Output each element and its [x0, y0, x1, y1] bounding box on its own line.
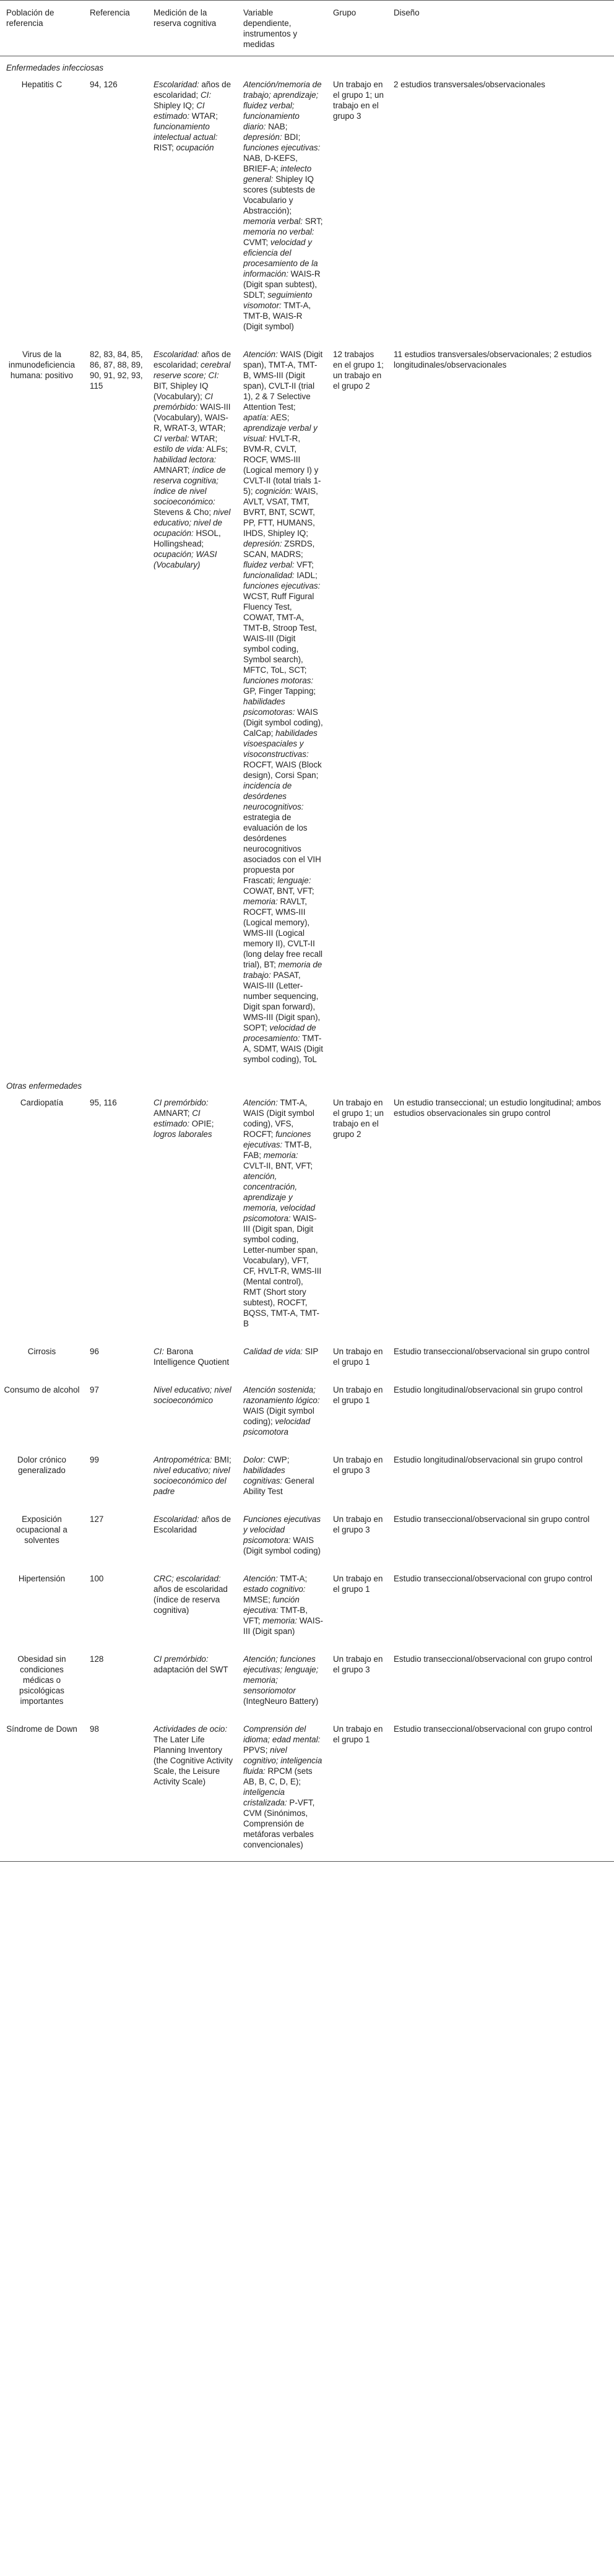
cell-medicion — [147, 73, 237, 343]
variable-segment: inteligencia cristalizada: — [243, 1787, 287, 1807]
variable-segment: GP, Finger Tapping; — [243, 686, 316, 696]
medicion-segment: cerebral reserve score; CI: — [154, 360, 231, 380]
cell-poblacion: Consumo de alcohol — [4, 1385, 80, 1394]
variable-segment: memoria no verbal: — [243, 227, 314, 236]
cell-grupo: Un trabajo en el grupo 1 — [327, 1718, 387, 1862]
cell-variable — [237, 343, 327, 1076]
variable-segment: WAIS, AVLT, VSAT, TMT, BVRT, BNT, SCWT, PP, FTT, HUMANS, IHDS, Shipley IQ; — [243, 486, 318, 538]
cell-poblacion: Síndrome de Down — [0, 1718, 84, 1862]
variable-segment: habilidades psicomotoras: — [243, 697, 295, 717]
cell-medicion — [147, 1448, 237, 1508]
variable-segment: funciones ejecutivas: — [243, 1130, 311, 1149]
variable-segment: WAIS-R (Digit span subtest), SDLT; — [243, 269, 321, 300]
variable-segment: funcionalidad: — [243, 571, 295, 580]
variable-segment: CVMT; — [243, 238, 270, 247]
cell-variable — [237, 1508, 327, 1567]
header-row — [0, 1, 614, 56]
cell-grupo: Un trabajo en el grupo 1 — [333, 1347, 383, 1367]
cell-medicion — [147, 1378, 237, 1448]
cell-referencia: 95, 116 — [90, 1098, 117, 1107]
cell-diseno: Estudio transeccional/observacional con grupo control — [394, 1574, 592, 1583]
variable-segment: funciones motoras: — [243, 676, 314, 685]
variable-segment: CVLT-II, BNT, VFT; — [243, 1161, 313, 1170]
variable-segment: Comprensión del idioma; edad mental: — [243, 1724, 321, 1744]
cell-diseno: Estudio longitudinal/observacional sin grupo control — [394, 1385, 583, 1394]
cell-medicion — [147, 1718, 237, 1862]
cell-variable — [237, 1648, 327, 1718]
table-row — [0, 1567, 614, 1648]
variable-segment: WAIS-III (Digit span) — [243, 1616, 323, 1636]
variable-segment: funciones ejecutivas: — [243, 581, 321, 590]
cell-referencia: 99 — [90, 1455, 99, 1464]
variable-segment: IADL; — [294, 571, 318, 580]
medicion-segment: RIST; — [154, 143, 176, 152]
variable-segment: estrategia de evaluación de los desórdenes neurocognitivos asociados con el VIH propuesta por Frascati; — [243, 813, 321, 885]
variable-segment: memoria: — [262, 1616, 298, 1625]
variable-segment: TMT-A, SDMT, WAIS (Digit symbol coding), ToL — [243, 1034, 323, 1064]
variable-segment: CWP; — [265, 1455, 290, 1464]
variable-segment: TMT-B, FAB; — [243, 1140, 312, 1160]
variable-segment: WAIS-III (Digit span, Digit symbol coding, Letter-number span, Vocabulary), VFT, CF, HVLT-R, WMS-III (Mental control), RMT (Short story subtest), ROCFT, BQSS, TMT-A, TMT-B — [243, 1214, 322, 1328]
cell-poblacion: Cirrosis — [27, 1347, 56, 1356]
variable-segment: PPVS; — [243, 1745, 270, 1755]
variable-segment: Atención sostenida; razonamiento lógico: — [243, 1385, 320, 1405]
variable-segment: incidencia de desórdenes neurocognitivos: — [243, 781, 304, 811]
table-row — [0, 343, 614, 1076]
cell-medicion — [147, 1340, 237, 1378]
cell-medicion — [147, 1091, 237, 1340]
cell-variable — [237, 1091, 327, 1340]
variable-segment: General Ability Test — [243, 1476, 314, 1496]
medicion-segment: WTAR; — [189, 434, 218, 443]
medicion-segment: nivel educativo; nivel de ocupación: — [154, 508, 231, 538]
variable-segment: intelecto general: — [243, 164, 312, 184]
cell-medicion — [147, 1508, 237, 1567]
header-referencia: Referencia — [84, 1, 147, 56]
medicion-segment: adaptación del SWT — [154, 1665, 228, 1674]
variable-segment: memoria: — [243, 897, 278, 906]
variable-segment: SIP — [303, 1347, 319, 1356]
cell-variable — [237, 1340, 327, 1378]
cell-diseno: 2 estudios transversales/observacionales — [394, 80, 545, 89]
medicion-segment: funcionamiento intelectual actual: — [154, 122, 218, 142]
variable-segment: ROCFT, WAIS (Block design), Corsi Span; — [243, 760, 322, 780]
header-diseno: Diseño — [387, 1, 614, 56]
variable-segment: P-VFT, CVM (Sinónimos, Comprensión de metáforas verbales convencionales) — [243, 1798, 315, 1849]
medicion-segment: CI premórbido: — [154, 1654, 209, 1664]
variable-segment: WAIS (Digit span), TMT-A, TMT-B, WMS-III (Digit span), CVLT-II (trial 1), 2 & 7 Selective Attention Test; — [243, 350, 323, 412]
cell-diseno: Estudio transeccional/observacional sin grupo control — [394, 1515, 590, 1524]
group-row — [0, 56, 614, 74]
variable-segment: depresión: — [243, 539, 282, 548]
medicion-segment: WAIS-III (Vocabulary), WAIS-R, WRAT-3, WTAR; — [154, 402, 231, 433]
variable-segment: funciones ejecutivas: — [243, 143, 321, 152]
medicion-segment: HSOL, Hollingshead; — [154, 529, 221, 548]
variable-segment: Atención: — [243, 1574, 278, 1583]
medicion-segment: CI premórbido: — [154, 1098, 209, 1107]
cell-medicion — [147, 1567, 237, 1648]
medicion-segment: estilo de vida: — [154, 444, 204, 454]
variable-segment: RPCM (sets AB, B, C, D, E); — [243, 1766, 313, 1786]
table-row — [0, 1378, 614, 1448]
cell-poblacion: Hepatitis C — [21, 80, 63, 89]
variable-segment: seguimiento visomotor: — [243, 290, 313, 310]
variable-segment: SRT; — [303, 217, 323, 226]
cell-grupo: Un trabajo en el grupo 1 — [333, 1385, 383, 1405]
medicion-segment: Shipley IQ; — [154, 101, 197, 110]
variable-segment: memoria de trabajo: — [243, 960, 322, 980]
medicion-segment: CI: — [200, 90, 212, 100]
cell-diseno: Estudio transeccional/observacional con grupo control — [387, 1718, 614, 1862]
medicion-segment: años de escolaridad; — [154, 350, 231, 370]
variable-segment: WAIS (Digit symbol coding), CalCap; — [243, 707, 323, 738]
medicion-segment: Nivel educativo; nivel socioeconómico — [154, 1385, 231, 1405]
medicion-segment: índice de reserva cognitiva; índice de nivel socioeconómico: — [154, 465, 226, 506]
cell-grupo: Un trabajo en el grupo 3 — [333, 1515, 383, 1534]
header-medicion: Medición de la reserva cognitiva — [147, 1, 237, 56]
cell-grupo: 12 trabajos en el grupo 1; un trabajo en el grupo 2 — [333, 350, 384, 391]
variable-segment: Atención/memoria de trabajo; aprendizaje; fluidez verbal; funcionamiento diario: — [243, 80, 322, 131]
cell-grupo: Un trabajo en el grupo 3 — [333, 1654, 383, 1674]
variable-segment: Atención; funciones ejecutivas; lenguaje; memoria; sensoriomotor — [243, 1654, 319, 1695]
medicion-segment: CI estimado: — [154, 1109, 201, 1128]
table-row — [0, 1718, 614, 1862]
table-row — [0, 73, 614, 343]
variable-segment: Atención: — [243, 1098, 278, 1107]
medicion-segment: nivel educativo; nivel socioeconómico del padre — [154, 1466, 230, 1496]
variable-segment: cognición: — [255, 486, 293, 496]
variable-segment: Shipley IQ scores (subtests de Vocabulario y Abstracción); — [243, 175, 316, 215]
medicion-segment: Escolaridad: — [154, 1515, 199, 1524]
medicion-segment: logros laborales — [154, 1130, 212, 1139]
cell-poblacion: Virus de la inmunodeficiencia humana: positivo — [8, 350, 76, 380]
table-row — [0, 1448, 614, 1508]
cell-poblacion: Exposición ocupacional a solventes — [16, 1515, 67, 1545]
medicion-segment: Actividades de ocio: — [154, 1724, 228, 1734]
variable-segment: TMT-A, TMT-B, WAIS-R (Digit symbol) — [243, 301, 311, 331]
variable-segment: velocidad y eficiencia del procesamiento de la información: — [243, 238, 318, 279]
cell-referencia: 94, 126 — [90, 80, 118, 89]
variable-segment: función ejecutiva: — [243, 1595, 300, 1615]
cell-diseno: 11 estudios transversales/observacionales; 2 estudios longitudinales/observacionales — [394, 350, 592, 370]
variable-segment: nivel cognitivo; inteligencia fluida: — [243, 1745, 322, 1776]
variable-segment: RAVLT, ROCFT, WMS-III (Logical memory), WMS-III (Logical memory II), CVLT-II (long delay free recall trial), BT; — [243, 897, 323, 969]
cell-poblacion: Cardiopatía — [20, 1098, 64, 1107]
medicion-segment: The Later Life Planning Inventory (the Cognitive Activity Scale, the Leisure Activity Scale) — [154, 1735, 233, 1786]
medicion-segment: CI estimado: — [154, 101, 205, 121]
medicion-segment: ocupación — [176, 143, 214, 152]
variable-segment: memoria: — [263, 1151, 298, 1160]
medicion-segment: años de escolaridad (índice de reserva cognitiva) — [154, 1584, 228, 1615]
header-poblacion: Población de referencia — [0, 1, 84, 56]
medicion-segment: años de Escolaridad — [154, 1515, 231, 1534]
group-label: Enfermedades infecciosas — [6, 63, 104, 72]
variable-segment: aprendizaje verbal y visual: — [243, 423, 318, 443]
variable-segment: memoria verbal: — [243, 217, 303, 226]
variable-segment: COWAT, BNT, VFT; — [243, 886, 314, 896]
medicion-segment: AMNART; — [154, 465, 192, 475]
medicion-segment: Stevens & Cho; — [154, 508, 214, 517]
variable-segment: Calidad de vida: — [243, 1347, 303, 1356]
variable-segment: PASAT, WAIS-III (Letter-number sequencing, Digit span forward), WMS-III (Digit span), SOPT; — [243, 970, 321, 1032]
cell-variable — [237, 1567, 327, 1648]
variable-segment: apatía: — [243, 413, 269, 422]
medicion-segment: años de escolaridad; — [154, 80, 231, 100]
medicion-segment: Escolaridad: — [154, 80, 199, 89]
cell-poblacion: Obesidad sin condiciones médicas o psicológicas importantes — [17, 1654, 66, 1706]
cell-variable — [237, 1718, 327, 1862]
variable-segment: lenguaje: — [277, 876, 311, 885]
table-body — [0, 56, 614, 1862]
cell-diseno: Un estudio transeccional; un estudio longitudinal; ambos estudios observacionales sin grupo control — [394, 1098, 601, 1118]
cell-medicion — [147, 343, 237, 1076]
cell-grupo: Un trabajo en el grupo 3 — [333, 1455, 383, 1475]
cell-grupo: Un trabajo en el grupo 1 — [333, 1574, 383, 1594]
variable-segment: VFT; — [294, 560, 314, 569]
cell-diseno: Estudio longitudinal/observacional sin grupo control — [394, 1455, 583, 1464]
variable-segment: depresión: — [243, 132, 282, 142]
table-header — [0, 1, 614, 56]
medicion-segment: BIT, Shipley IQ (Vocabulary); — [154, 381, 209, 401]
variable-segment: habilidades cognitivas: — [243, 1466, 285, 1485]
variable-segment: WCST, Ruff Figural Fluency Test, COWAT, TMT-A, TMT-B, Stroop Test, WAIS-III (Digit symbol coding, Symbol search), MFTC, ToL, SCT; — [243, 592, 317, 675]
variable-segment: AES; — [268, 413, 290, 422]
variable-segment: HVLT-R, BVM-R, CVLT, ROCF, WMS-III (Logical memory I) y CVLT-II (total trials 1-5); — [243, 434, 321, 496]
cell-variable — [237, 73, 327, 343]
table-row — [0, 1508, 614, 1567]
cell-referencia: 128 — [90, 1654, 104, 1664]
medicion-segment: CI verbal: — [154, 434, 189, 443]
variable-segment: atención, concentración, aprendizaje y memoria, velocidad psicomotora: — [243, 1172, 316, 1223]
variable-segment: habilidades visoespaciales y visoconstructivas: — [243, 728, 318, 759]
variable-segment: Atención: — [243, 350, 278, 359]
medicion-segment: OPIE; — [189, 1119, 214, 1128]
variable-segment: TMT-A; — [277, 1574, 308, 1583]
variable-segment: TMT-A, WAIS (Digit symbol coding), VFS, ROCFT; — [243, 1098, 314, 1139]
medicion-segment: WTAR; — [189, 111, 218, 121]
medicion-segment: CRC; escolaridad: — [154, 1574, 221, 1583]
medicion-segment: ocupación; WASI (Vocabulary) — [154, 550, 217, 569]
variable-segment: (IntegNeuro Battery) — [243, 1696, 319, 1706]
variable-segment: BDI; — [282, 132, 301, 142]
medicion-segment: habilidad lectora: — [154, 455, 217, 464]
cell-referencia: 97 — [90, 1385, 99, 1394]
cell-variable — [237, 1378, 327, 1448]
group-label: Otras enfermedades — [6, 1081, 82, 1091]
variable-segment: Dolor: — [243, 1455, 266, 1464]
medicion-segment: Escolaridad: — [154, 350, 199, 359]
cell-referencia: 82, 83, 84, 85, 86, 87, 88, 89, 90, 91, 92, 93, 115 — [90, 350, 143, 391]
table-row — [0, 1340, 614, 1378]
table-row — [0, 1091, 614, 1340]
variable-segment: velocidad de procesamiento: — [243, 1023, 316, 1043]
variable-segment: MMSE; — [243, 1595, 273, 1604]
variable-segment: estado cognitivo: — [243, 1584, 306, 1594]
cell-medicion — [147, 1648, 237, 1718]
variable-segment: WAIS (Digit symbol coding) — [243, 1536, 321, 1555]
cell-diseno: Estudio transeccional/observacional sin grupo control — [394, 1347, 590, 1356]
medicion-segment: CI premórbido: — [154, 392, 214, 412]
medicion-segment: CI: — [154, 1347, 165, 1356]
cell-poblacion: Dolor crónico generalizado — [17, 1455, 66, 1475]
medicion-segment: Barona Intelligence Quotient — [154, 1347, 230, 1367]
cell-referencia: 96 — [90, 1347, 99, 1356]
medicion-segment: Antropométrica: — [154, 1455, 212, 1464]
variable-segment: ZSRDS, SCAN, MADRS; — [243, 539, 315, 559]
cell-grupo: Un trabajo en el grupo 1; un trabajo en el grupo 2 — [333, 1098, 384, 1139]
cell-referencia: 127 — [90, 1515, 104, 1524]
variable-segment: NAB, D-KEFS, BRIEF-A; — [243, 153, 298, 173]
variable-segment: WAIS (Digit symbol coding); — [243, 1406, 314, 1426]
variable-segment: fluidez verbal: — [243, 560, 295, 569]
cell-grupo: Un trabajo en el grupo 1; un trabajo en el grupo 3 — [333, 80, 384, 121]
cell-poblacion: Hipertensión — [18, 1574, 66, 1583]
cell-referencia: 98 — [84, 1718, 147, 1862]
table-row — [0, 1648, 614, 1718]
header-grupo: Grupo — [327, 1, 387, 56]
variable-segment: NAB; — [266, 122, 288, 131]
cell-variable — [237, 1448, 327, 1508]
medicion-segment: BMI; — [212, 1455, 231, 1464]
variable-segment: Funciones ejecutivas y velocidad psicomotora: — [243, 1515, 321, 1545]
variable-segment: TMT-B, VFT; — [243, 1606, 308, 1625]
medicion-segment: AMNART; — [154, 1109, 192, 1118]
medicion-segment: ALFs; — [204, 444, 228, 454]
header-variable: Variable dependiente, instrumentos y medidas — [237, 1, 327, 56]
cell-referencia: 100 — [90, 1574, 104, 1583]
cell-diseno: Estudio transeccional/observacional con grupo control — [394, 1654, 592, 1664]
group-row — [0, 1076, 614, 1091]
variable-segment: velocidad psicomotora — [243, 1417, 310, 1437]
